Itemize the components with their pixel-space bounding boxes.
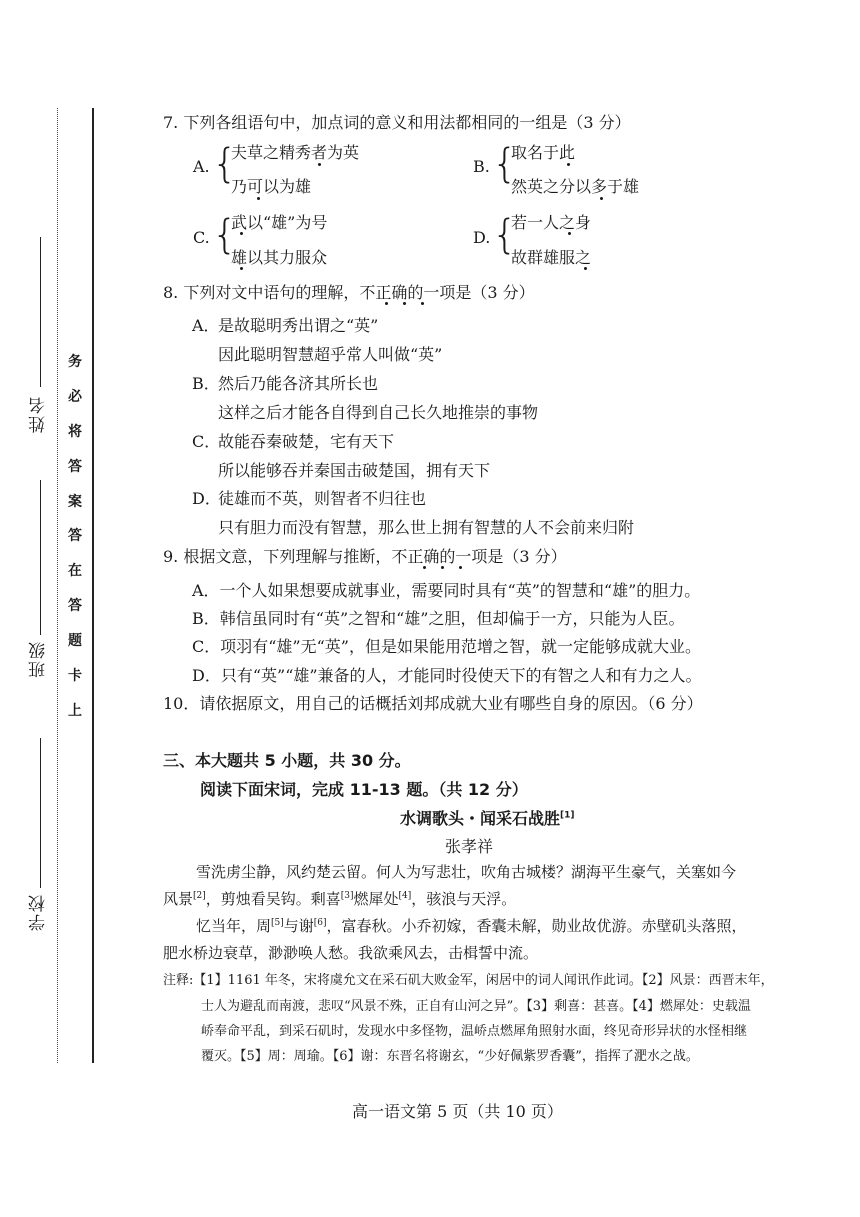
q7-option-d-label: D.	[473, 228, 491, 247]
footnote-ref: [2]	[193, 891, 206, 901]
q8-option-d-gloss: 只有胆力而没有智慧，那么世上拥有智慧的人不会前来归附	[218, 518, 635, 537]
q8-option-a-gloss: 因此聪明智慧超乎常人叫做“英”	[218, 345, 443, 364]
q8-option-b-gloss: 这样之后才能各自得到自己长久地推崇的事物	[218, 403, 539, 422]
q8-option-c-text: 故能吞秦破楚，宅有天下	[218, 432, 395, 451]
poem-text: 燃犀处	[353, 890, 399, 908]
binding-dotted-line	[57, 108, 58, 1063]
q7-option-a-line1: 夫草之精秀者为英	[231, 143, 360, 162]
q8-option-b-text: 然后乃能各济其所长也	[218, 374, 379, 393]
poem-text: ，富春秋。小乔初嫁，香囊未解，勋业故优游。赤壁矶头落照，	[326, 917, 747, 935]
q7-stem: 7. 下列各组语句中，加点词的意义和用法都相同的一组是（3 分）	[163, 113, 631, 132]
poem-title	[400, 806, 575, 829]
binding-solid-rule	[92, 108, 94, 1063]
poem-author: 张孝祥	[445, 837, 494, 856]
q8-option-c-label: C．	[192, 432, 221, 451]
poem-title-note: [1]	[560, 810, 575, 821]
footnote-ref: [5]	[271, 918, 284, 928]
notes-line: 覆灭。【5】周：周瑜。【6】谢：东晋名将谢玄，“少好佩紫罗香囊”，指挥了淝水之战。	[201, 1049, 699, 1064]
q8-option-c-gloss: 所以能够吞并秦国击破楚国，拥有天下	[218, 461, 491, 480]
emphasis-dot	[441, 566, 444, 569]
q7-option-b-line2: 然英之分以多于雄	[511, 177, 640, 196]
poem-stanza1-line1: 雪洗虏尘静，风约楚云留。何人为写悲壮，吹角古城楼？湖海平生豪气，关塞如今	[196, 863, 737, 881]
q7-option-d-line1: 若一人之身	[511, 213, 592, 232]
emphasis-dot	[423, 566, 426, 569]
emphasis-dot	[240, 232, 243, 235]
emphasis-dot	[459, 566, 462, 569]
notice-char: 将	[68, 423, 82, 440]
brace-icon: {	[212, 212, 238, 258]
emphasis-dot	[403, 302, 406, 305]
section-heading: 三、本大题共 5 小题，共 30 分。	[163, 751, 411, 770]
poem-stanza2-line2: 肥水桥边衰草，渺渺唤人愁。我欲乘风去，击楫誓中流。	[163, 944, 539, 962]
q8-stem: 8. 下列对文中语句的理解，不正确的一项是（3 分）	[163, 283, 535, 302]
notice-char: 卡	[68, 668, 82, 685]
poem-text: 与谢	[283, 917, 314, 935]
emphasis-dot	[600, 197, 603, 200]
reading-instruction: 阅读下面宋词，完成 11-13 题。（共 12 分）	[200, 780, 528, 799]
q8-option-a-label: A．	[192, 316, 220, 335]
q8-option-d-label: D．	[192, 489, 221, 508]
notice-char: 答	[68, 458, 82, 475]
emphasis-dot	[568, 232, 571, 235]
poem-text: 忆当年，周	[196, 917, 272, 935]
school-line	[40, 738, 41, 888]
notice-char: 必	[68, 388, 82, 405]
footnote-ref: [3]	[340, 891, 354, 901]
brace-icon: {	[212, 141, 238, 187]
brace-icon: {	[492, 141, 518, 187]
page-footer: 高一语文第 5 页（共 10 页）	[352, 1102, 563, 1121]
q8-option-a-text: 是故聪明秀出谓之“英”	[218, 316, 379, 335]
notice-char: 案	[68, 493, 82, 510]
q9-option-b: B．韩信虽同时有“英”之智和“雄”之胆，但却偏于一方，只能为人臣。	[192, 609, 685, 628]
notice-char: 题	[68, 633, 82, 650]
q7-option-d-line2: 故群雄服之	[511, 248, 592, 267]
emphasis-dot	[257, 197, 260, 200]
poem-stanza2-line1	[196, 915, 747, 936]
q9-option-c: C．项羽有“雄”无“英”，但是如果能用范增之智，就一定能够成就大业。	[192, 637, 701, 656]
poem-text: ，骇浪与天浮。	[411, 890, 517, 908]
notes-line: 士人为避乱而南渡，悲叹“风景不殊，正自有山河之异”。【3】剩喜：甚喜。【4】燃犀处：史载温	[201, 999, 751, 1014]
class-line	[40, 480, 41, 635]
notice-char: 答	[68, 598, 82, 615]
q10-stem: 10．请依据原文，用自己的话概括刘邦成就大业有哪些自身的原因。（6 分）	[163, 694, 703, 713]
footnote-ref: [4]	[398, 891, 412, 901]
brace-icon: {	[492, 212, 518, 258]
notes-line: 注释:【1】1161 年冬，宋将虞允文在采石矶大败金军，闲居中的词人闻讯作此词。【2】风景：西晋末年，	[163, 973, 774, 988]
poem-stanza1-line2	[163, 888, 516, 909]
name-line	[40, 237, 41, 387]
answer-sheet-notice	[60, 345, 90, 729]
q9-stem: 9. 根据文意，下列理解与推断，不正确的一项是（3 分）	[163, 547, 567, 566]
q7-option-c-line1: 武以“雄”为号	[231, 213, 328, 232]
q9-option-d: D．只有“英”“雄”兼备的人，才能同时役使天下的有智之人和有力之人。	[192, 666, 702, 685]
notice-char: 上	[68, 702, 82, 719]
notice-char: 答	[68, 528, 82, 545]
poem-text: 风景	[163, 890, 194, 908]
poem-title-text: 水调歌头・闻采石战胜	[400, 809, 561, 828]
q7-option-c-line2: 雄以其力服众	[231, 248, 328, 267]
name-label: 姓名	[29, 395, 49, 433]
q7-option-b-label: B.	[473, 157, 490, 176]
school-label: 学校	[29, 893, 49, 931]
q7-option-b-line1: 取名于此	[511, 143, 576, 162]
class-label: 班级	[29, 640, 49, 678]
emphasis-dot	[584, 267, 587, 270]
emphasis-dot	[318, 163, 321, 166]
footnote-ref: [6]	[313, 918, 327, 928]
q9-option-a: A．一个人如果想要成就事业，需要同时具有“英”的智慧和“雄”的胆力。	[192, 581, 701, 600]
q8-option-d-text: 徒雄而不英，则智者不归往也	[218, 489, 427, 508]
notice-char: 务	[68, 354, 82, 370]
q7-option-a-line2: 乃可以为雄	[231, 177, 312, 196]
q7-option-a-label: A.	[193, 157, 210, 176]
notes-line: 峤奉命平乱，到采石矶时，发现水中多怪物，温峤点燃犀角照射水面，终见奇形异状的水怪相继	[201, 1024, 748, 1039]
q7-option-c-label: C.	[193, 228, 210, 247]
emphasis-dot	[240, 267, 243, 270]
emphasis-dot	[385, 302, 388, 305]
notice-char: 在	[68, 563, 82, 580]
q8-option-b-label: B．	[192, 374, 220, 393]
emphasis-dot	[567, 163, 570, 166]
poem-text: ，剪烛看吴钩。剩喜	[205, 890, 341, 908]
emphasis-dot	[421, 302, 424, 305]
